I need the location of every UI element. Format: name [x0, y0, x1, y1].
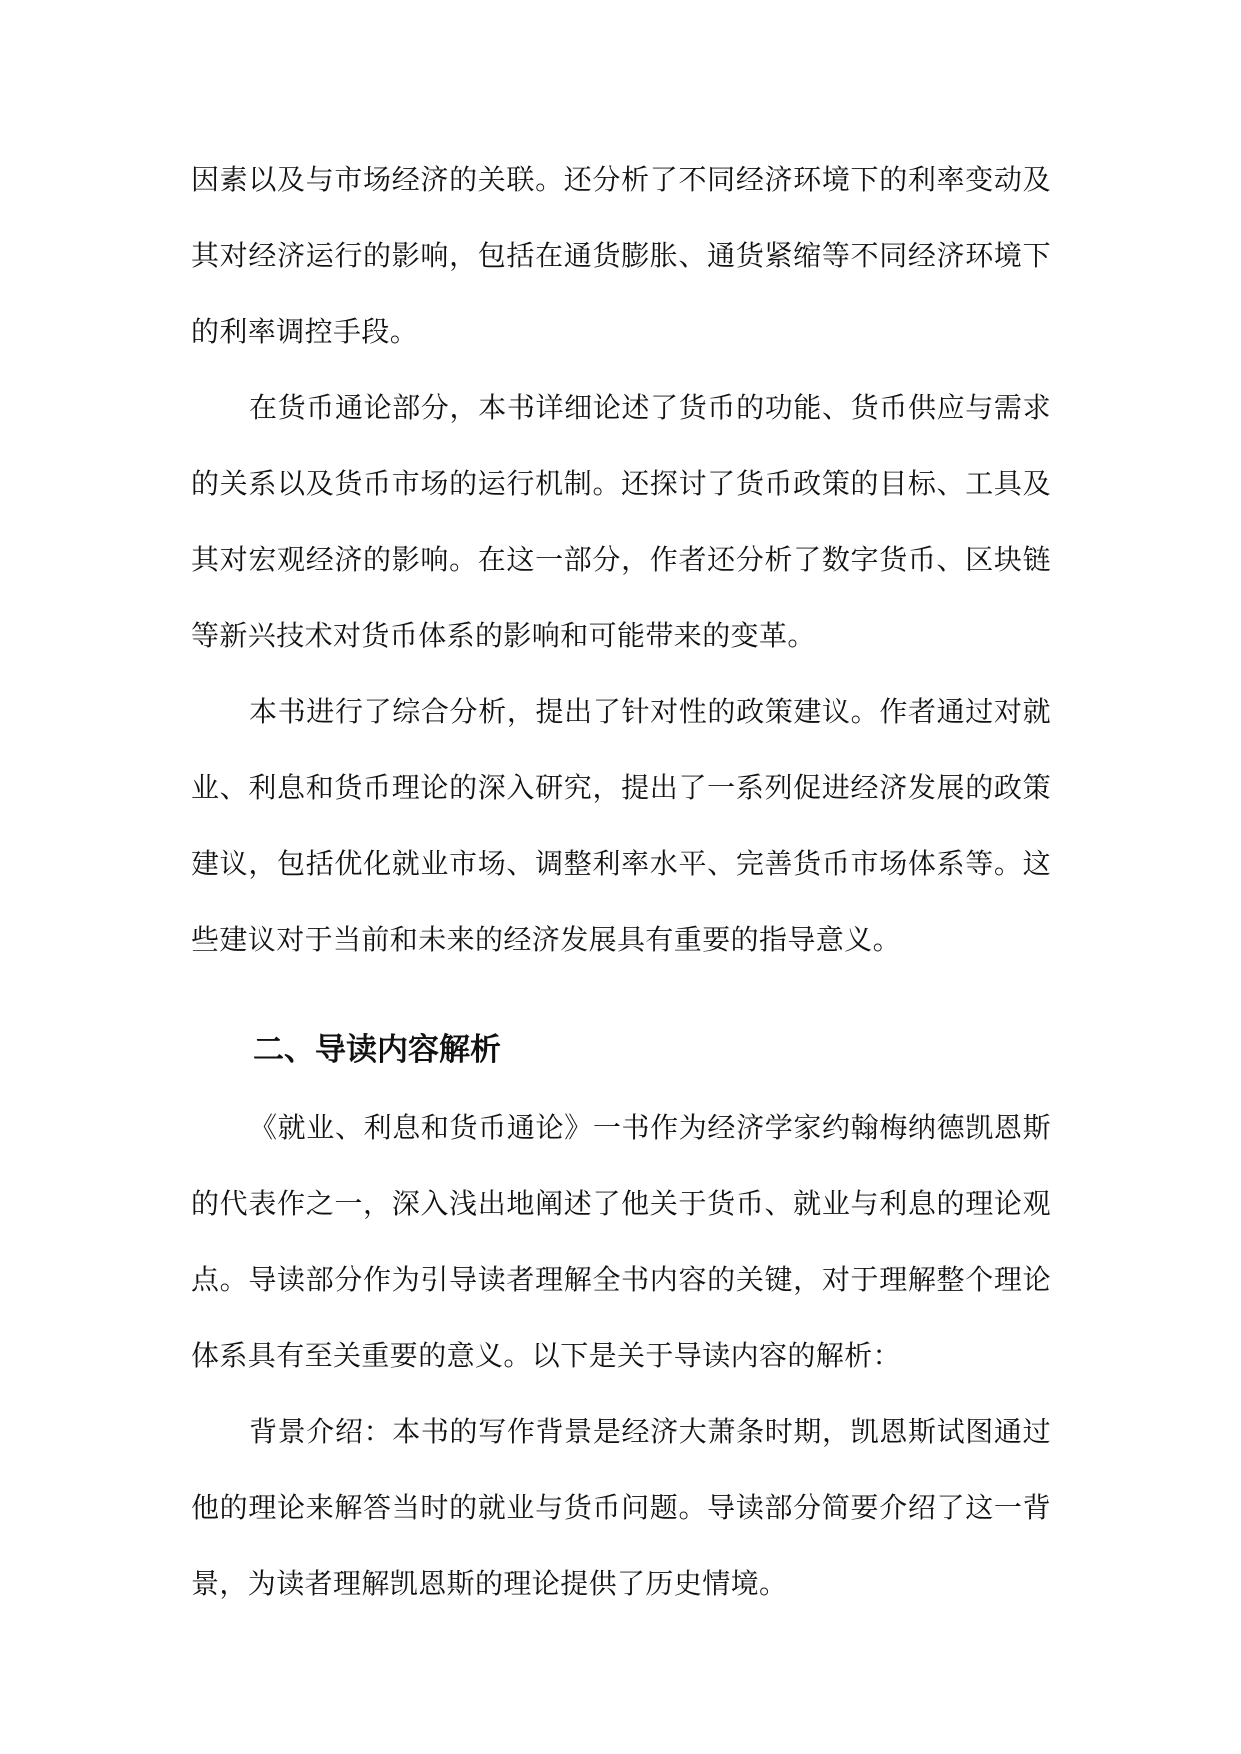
paragraph-continuation: 因素以及与市场经济的关联。还分析了不同经济环境下的利率变动及其对经济运行的影响，包括在通货膨胀、通货紧缩等不同经济环境下的利率调控手段。 [191, 163, 1051, 348]
paragraph-guide-intro: 《就业、利息和货币通论》一书作为经济学家约翰梅纳德凯恩斯的代表作之一，深入浅出地阐述了他关于货币、就业与利息的理论观点。导读部分作为引导读者理解全书内容的关键，对于理解整个理论体系具有至关重要的意义。以下是关于导读内容的解析： [191, 1111, 1051, 1372]
paragraph-background: 背景介绍：本书的写作背景是经济大萧条时期，凯恩斯试图通过他的理论来解答当时的就业与货币问题。导读部分简要介绍了这一背景，为读者理解凯恩斯的理论提供了历史情境。 [191, 1415, 1051, 1600]
paragraph-monetary-theory: 在货币通论部分，本书详细论述了货币的功能、货币供应与需求的关系以及货币市场的运行机制。还探讨了货币政策的目标、工具及其对宏观经济的影响。在这一部分，作者还分析了数字货币、区块链等新兴技术对货币体系的影响和可能带来的变革。 [191, 391, 1051, 652]
paragraph-policy-suggestions: 本书进行了综合分析，提出了针对性的政策建议。作者通过对就业、利息和货币理论的深入研究，提出了一系列促进经济发展的政策建议，包括优化就业市场、调整利率水平、完善货币市场体系等。这些建议对于当前和未来的经济发展具有重要的指导意义。 [191, 695, 1051, 956]
section-heading: 二、导读内容解析 [253, 1032, 501, 1068]
document-body [191, 142, 1051, 1622]
